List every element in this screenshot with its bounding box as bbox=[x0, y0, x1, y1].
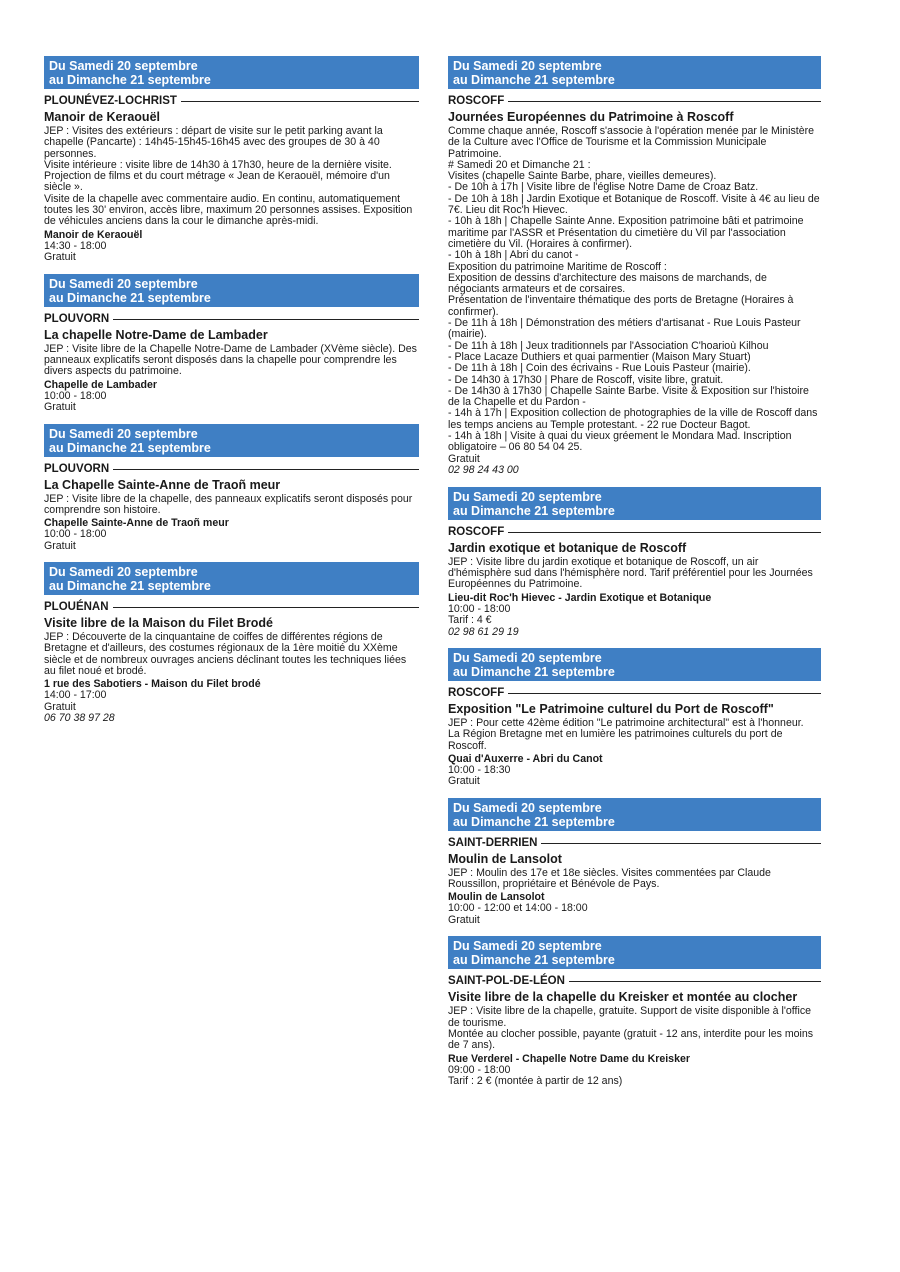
city-name: SAINT-DERRIEN bbox=[448, 836, 538, 849]
city-name: PLOUÉNAN bbox=[44, 601, 109, 614]
event-card bbox=[44, 274, 419, 414]
event-card bbox=[448, 798, 821, 927]
event-title: Visite libre de la Maison du Filet Brodé bbox=[44, 616, 273, 631]
city-divider bbox=[541, 843, 821, 844]
date-line-start: Du Samedi 20 septembre bbox=[49, 59, 198, 73]
event-description: JEP : Visite libre de la chapelle, des panneaux explicatifs seront disposés pour comprendre son histoire. bbox=[44, 492, 413, 516]
date-line-start: Du Samedi 20 septembre bbox=[453, 800, 602, 815]
date-line-start: Du Samedi 20 septembre bbox=[49, 565, 198, 580]
event-hours: 09:00 - 18:00 bbox=[448, 1063, 511, 1076]
event-card bbox=[448, 648, 821, 788]
event-price: Gratuit bbox=[44, 401, 76, 414]
date-line-start: Du Samedi 20 septembre bbox=[453, 651, 602, 665]
event-description: JEP : Pour cette 42ème édition "Le patrimoine architectural" est à l'honneur. La Région Bretagne met en lumière les patrimoines culturels du port de Roscoff. bbox=[448, 717, 804, 752]
event-phone: 02 98 24 43 00 bbox=[448, 464, 519, 477]
event-hours: 10:00 - 18:00 bbox=[448, 602, 511, 615]
event-location: Chapelle Sainte-Anne de Traoñ meur bbox=[44, 517, 229, 530]
city-row bbox=[44, 313, 419, 326]
event-card bbox=[44, 562, 419, 725]
event-location: Rue Verderel - Chapelle Notre Dame du Kreisker bbox=[448, 1052, 690, 1065]
date-banner bbox=[44, 424, 419, 457]
left-column bbox=[44, 56, 419, 735]
city-name: ROSCOFF bbox=[448, 525, 505, 538]
event-description: JEP : Moulin des 17e et 18e siècles. Visites commentées par Claude Roussillon, propriétaire et Bénévole de Pays. bbox=[448, 866, 771, 891]
city-row bbox=[448, 975, 821, 988]
event-location: 1 rue des Sabotiers - Maison du Filet brodé bbox=[44, 678, 261, 691]
event-title: Jardin exotique et botanique de Roscoff bbox=[448, 540, 687, 555]
event-price: Gratuit bbox=[448, 775, 480, 788]
date-banner bbox=[448, 936, 821, 969]
city-row bbox=[448, 687, 821, 700]
city-row bbox=[448, 837, 821, 850]
event-title: Manoir de Keraouël bbox=[44, 110, 160, 124]
city-row bbox=[448, 95, 821, 108]
city-name: PLOUNÉVEZ-LOCHRIST bbox=[44, 95, 177, 107]
city-name: PLOUVORN bbox=[44, 312, 110, 325]
event-price: Gratuit bbox=[44, 539, 76, 552]
event-phone: 02 98 61 29 19 bbox=[448, 625, 519, 638]
city-divider bbox=[113, 607, 419, 608]
event-price: Gratuit bbox=[448, 452, 480, 465]
event-title: Visite libre de la chapelle du Kreisker et montée au clocher bbox=[448, 990, 798, 1005]
event-card bbox=[448, 487, 821, 638]
event-price: Gratuit bbox=[44, 251, 76, 264]
event-hours: 10:00 - 18:00 bbox=[44, 528, 107, 541]
city-divider bbox=[569, 981, 821, 982]
event-description: JEP : Visites des extérieurs : départ de visite sur le petit parking avant la chapelle (Pancarte) : 14h45-15h45-16h45 avec des groupes de 30 à 40 personnes. Visite intérieure : visite libre de 14h30 à 17h30, heure de la dernière visite. Projection de films et du court métrage « Jean de Keraouël, mémoire d'un siècle ». Visite de la chapelle avec commentaire audio. En continu, automatiquement toutes les 30' environ, accès libre, maximum 20 personnes assises. Exposition de véhicules anciens dans la cour le dimanche après-midi. bbox=[44, 125, 413, 228]
event-card bbox=[44, 56, 419, 264]
event-title: Moulin de Lansolot bbox=[448, 851, 562, 866]
city-divider bbox=[181, 101, 419, 102]
date-banner bbox=[448, 56, 821, 89]
event-description: JEP : Visite libre du jardin exotique et botanique de Roscoff, un air d'hémisphère sud dans l'hémisphère nord. Tarif préférentiel pour les Journées Européennes du Patrimoine. bbox=[448, 555, 813, 591]
event-description: JEP : Visite libre de la chapelle, gratuite. Support de visite disponible à l'office de tourisme. Montée au clocher possible, payante (gratuit - 12 ans, interdite pour les moins de 7 ans). bbox=[448, 1005, 814, 1052]
event-location: Moulin de Lansolot bbox=[448, 891, 545, 904]
event-card bbox=[448, 936, 821, 1087]
event-hours: 10:00 - 18:00 bbox=[44, 389, 107, 402]
event-location: Lieu-dit Roc'h Hievec - Jardin Exotique et Botanique bbox=[448, 591, 712, 604]
event-hours: 14:00 - 17:00 bbox=[44, 689, 107, 702]
city-divider bbox=[508, 101, 821, 102]
event-location: Manoir de Keraouël bbox=[44, 228, 143, 241]
event-title: La Chapelle Sainte-Anne de Traoñ meur bbox=[44, 477, 281, 492]
event-title: La chapelle Notre-Dame de Lambader bbox=[44, 327, 268, 342]
date-line-end: au Dimanche 21 septembre bbox=[453, 503, 615, 518]
city-row bbox=[44, 463, 419, 476]
date-line-end: au Dimanche 21 septembre bbox=[49, 290, 211, 305]
event-description: Comme chaque année, Roscoff s'associe à l'opération menée par le Ministère de la Culture avec l'Office de Tourisme et la Commission Municipale Patrimoine. # Samedi 20 et Dimanche 21 : Visites (chapelle Sainte Barbe, phare, vieilles demeures). - De 10h à 17h | Visite libre de l'église Notre Dame de Croaz Batz. - De 10h à 18h | Jardin Exotique et Botanique de Roscoff. Visite à 4€ au lieu de 7€. Lieu dit Roc'h Hievec. - 10h à 18h | Chapelle Sainte Anne. Exposition patrimoine bâti et patrimoine maritime par l'ASSR et Présentation du cimetière du Vil par l'association cimetière du Vil. (Horaires à confirmer). - 10h à 18h | Abri du canot - Exposition du patrimoine Maritime de Roscoff : Exposition de dessins d'architecture des maisons de marchands, de négociants armateurs et de corsaires. Présentation de l'inventaire thématique des ports de Bretagne (Horaires à confirmer). - De 11h à 18h | Démonstration des métiers d'artisanat - Rue Louis Pasteur (mairie). - De 11h à 18h | Jeux traditionnels par l'Association C'hoarioù Kilhou - Place Lacaze Duthiers et quai parmentier (Maison Mary Stuart) - De 11h à 18h | Coin des écrivains - Rue Louis Pasteur (mairie). - De 14h30 à 17h30 | Phare de Roscoff, visite libre, gratuit. - De 14h30 à 17h30 | Chapelle Sainte Barbe. Visite & Exposition sur l'histoire de la Chapelle et du Pardon - - 14h à 17h | Exposition collection de photographies de la ville de Roscoff dans les temps anciens au Temple protestant. - 22 rue Docteur Bagot. - 14h à 18h | Visite à quai du vieux gréement le Mondara Mad. Inscription obligatoire – 06 80 54 04 25. bbox=[448, 125, 820, 454]
event-hours: 14:30 - 18:00 bbox=[44, 239, 107, 252]
city-divider bbox=[113, 319, 419, 320]
event-price: Tarif : 2 € (montée à partir de 12 ans) bbox=[448, 1075, 623, 1088]
date-banner bbox=[44, 274, 419, 307]
city-name: PLOUVORN bbox=[44, 462, 110, 475]
date-banner bbox=[448, 798, 821, 831]
date-banner bbox=[44, 56, 419, 89]
date-line-start: Du Samedi 20 septembre bbox=[453, 59, 602, 73]
city-divider bbox=[508, 693, 821, 694]
event-title: Journées Européennes du Patrimoine à Roscoff bbox=[448, 110, 734, 124]
date-line-start: Du Samedi 20 septembre bbox=[453, 939, 602, 954]
event-title: Exposition "Le Patrimoine culturel du Port de Roscoff" bbox=[448, 702, 774, 716]
date-banner bbox=[448, 648, 821, 681]
city-name: ROSCOFF bbox=[448, 95, 505, 107]
event-description: JEP : Visite libre de la Chapelle Notre-Dame de Lambader (XVème siècle). Des panneaux explicatifs seront disposés dans la chapelle pour comprendre les divers aspects du patrimoine. bbox=[44, 342, 417, 378]
city-name: ROSCOFF bbox=[448, 687, 505, 699]
city-name: SAINT-POL-DE-LÉON bbox=[448, 975, 565, 988]
city-divider bbox=[508, 532, 821, 533]
date-line-start: Du Samedi 20 septembre bbox=[49, 426, 198, 441]
date-line-start: Du Samedi 20 septembre bbox=[453, 489, 602, 504]
event-price: Tarif : 4 € bbox=[448, 614, 492, 626]
event-location: Quai d'Auxerre - Abri du Canot bbox=[448, 752, 603, 765]
date-banner bbox=[44, 562, 419, 595]
event-phone: 06 70 38 97 28 bbox=[44, 712, 115, 725]
event-hours: 10:00 - 12:00 et 14:00 - 18:00 bbox=[448, 902, 588, 915]
event-price: Gratuit bbox=[44, 700, 76, 713]
date-line-end: au Dimanche 21 septembre bbox=[453, 814, 615, 829]
date-line-end: au Dimanche 21 septembre bbox=[453, 665, 615, 679]
date-line-end: au Dimanche 21 septembre bbox=[49, 73, 211, 87]
city-row bbox=[44, 601, 419, 614]
event-description: JEP : Découverte de la cinquantaine de coiffes de différentes régions de Bretagne et d'ailleurs, des costumes régionaux de la 1ère moitié du XXème siècle et de nombreux ouvrages anciens déclinant toutes les techniques liées au filet noué et brodé. bbox=[44, 631, 407, 678]
event-location: Chapelle de Lambader bbox=[44, 378, 158, 391]
city-divider bbox=[113, 469, 419, 470]
city-row bbox=[448, 526, 821, 539]
city-row bbox=[44, 95, 419, 108]
event-card bbox=[448, 56, 821, 477]
date-line-end: au Dimanche 21 septembre bbox=[49, 440, 211, 455]
date-line-end: au Dimanche 21 septembre bbox=[49, 579, 211, 594]
event-hours: 10:00 - 18:30 bbox=[448, 763, 511, 776]
event-card bbox=[44, 424, 419, 553]
event-price: Gratuit bbox=[448, 913, 480, 926]
date-line-start: Du Samedi 20 septembre bbox=[49, 276, 198, 291]
right-column bbox=[448, 56, 821, 1098]
date-banner bbox=[448, 487, 821, 520]
date-line-end: au Dimanche 21 septembre bbox=[453, 953, 615, 968]
date-line-end: au Dimanche 21 septembre bbox=[453, 73, 615, 87]
